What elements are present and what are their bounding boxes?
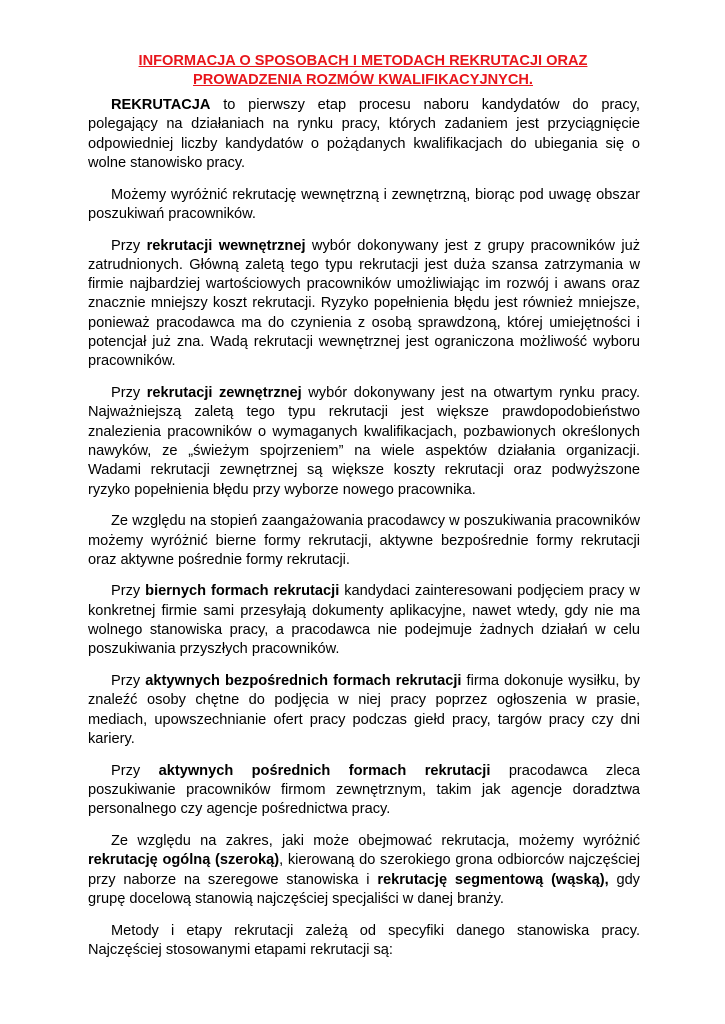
paragraph-active-indirect-forms — [88, 762, 640, 820]
bold-term: rekrutacji wewnętrznej — [146, 237, 306, 254]
paragraph-text: pracodawca zleca poszukiwanie pracowników firmom zewnętrznym, takim jak agencje doradztwa personalnego czy agencje pośrednictwa pracy. — [88, 762, 640, 818]
title-line-1: INFORMACJA O SPOSOBACH I METODACH REKRUTACJI ORAZ — [138, 53, 588, 69]
bold-term: biernych formach rekrutacji — [145, 583, 340, 600]
paragraph-text: firma dokonuje wysiłku, by znaleźć osoby chętne do podjęcia w niej pracy poprzez ogłoszenia w prasie, mediach, upowszechnianie ofert pracy podczas giełd pracy, targów pracy czy dni kariery. — [88, 673, 640, 747]
title-line-2: PROWADZENIA ROZMÓW KWALIFIKACYJNYCH. — [193, 72, 533, 88]
paragraph-active-direct-forms — [88, 672, 640, 749]
document-title — [88, 52, 638, 90]
paragraph-text: Przy — [111, 673, 146, 690]
paragraph-text: Przy — [111, 583, 146, 600]
paragraph-text: to pierwszy etap procesu naboru kandydatów do pracy, polegający na działaniach na rynku pracy, których zadaniem jest przyciągnięcie odpowiedniej liczby kandydatów o pożądanych kwalifikacjach do ubiegania się o wolne stanowisko pracy. — [88, 97, 640, 171]
paragraph-external-recruitment — [88, 384, 640, 500]
paragraph-rekrutacja-definition — [88, 96, 640, 173]
paragraph-text: Przy — [111, 762, 159, 779]
paragraph-text: Przy — [111, 385, 147, 402]
bold-term: rekrutację ogólną (szeroką) — [88, 852, 280, 869]
bold-term: rekrutacji zewnętrznej — [146, 385, 302, 402]
paragraph-text: Ze względu na zakres, jaki może obejmować rekrutacja, możemy wyróżnić — [111, 832, 640, 849]
paragraph-text: kandydaci zainteresowani podjęciem pracy w konkretnej firmie sami przesyłają dokumenty aplikacyjne, nawet wtedy, gdy nie ma wolnego stanowiska pracy, a pracodawca nie podejmuje żadnych działań w celu poszukiwania przyszłych pracowników. — [88, 583, 640, 658]
paragraph-methods-stages: Metody i etapy rekrutacji zależą od specyfiki danego stanowiska pracy. Najczęściej stosowanymi etapami rekrutacji są: — [88, 922, 640, 958]
paragraph-passive-forms — [88, 582, 640, 659]
paragraph-scope — [88, 832, 640, 909]
paragraph-text: wybór dokonywany jest na otwartym rynku pracy. Najważniejszą zaletą tego typu rekrutacji jest większe prawdopodobieństwo znalezienia pracowników o wymaganych kwalifikacjach, pozbawionych określonych nawyków, ze „świeżym spojrzeniem” na wiele aspektów działania organizacji. Wadami rekrutacji zewnętrznej są większe koszty rekrutacji oraz podwyższone ryzyko popełnienia błędu przy wyborze nowego pracownika. — [88, 385, 641, 498]
paragraph-text: Przy — [111, 237, 147, 254]
paragraph-text: , kierowaną do szerokiego grona odbiorców najczęściej przy naborze na szeregowe stanowiska i — [88, 852, 640, 888]
paragraph-internal-recruitment — [88, 237, 640, 372]
bold-term: aktywnych pośrednich formach rekrutacji — [158, 762, 491, 779]
paragraph-text: gdy grupę docelową stanowią najczęściej specjaliści w danej branży. — [88, 871, 640, 907]
paragraph-internal-external: Możemy wyróżnić rekrutację wewnętrzną i zewnętrzną, biorąc pod uwagę obszar poszukiwań pracowników. — [88, 186, 640, 222]
bold-term: REKRUTACJA — [111, 97, 211, 113]
paragraph-text: wybór dokonywany jest z grupy pracowników już zatrudnionych. Główną zaletą tego typu rekrutacji jest duża szansa zatrzymania w firmie najbardziej wartościowych pracowników umożliwiając im rozwój i awans oraz znacznie mniejszy koszt rekrutacji. Ryzyko popełnienia błędu jest również mniejsze, ponieważ pracodawca ma do czynienia z osobą sprawdzoną, której umiejętności i potencjał już zna. Wadą rekrutacji wewnętrznej jest ograniczona możliwość wyboru pracowników. — [88, 237, 640, 370]
document-body — [88, 96, 640, 972]
bold-term: rekrutację segmentową (wąską), — [377, 871, 609, 888]
paragraph-engagement-forms: Ze względu na stopień zaangażowania pracodawcy w poszukiwania pracowników możemy wyróżnić bierne formy rekrutacji, aktywne bezpośrednie formy rekrutacji oraz aktywne pośrednie formy rekrutacji. — [88, 513, 640, 568]
bold-term: aktywnych bezpośrednich formach rekrutacji — [145, 673, 462, 690]
